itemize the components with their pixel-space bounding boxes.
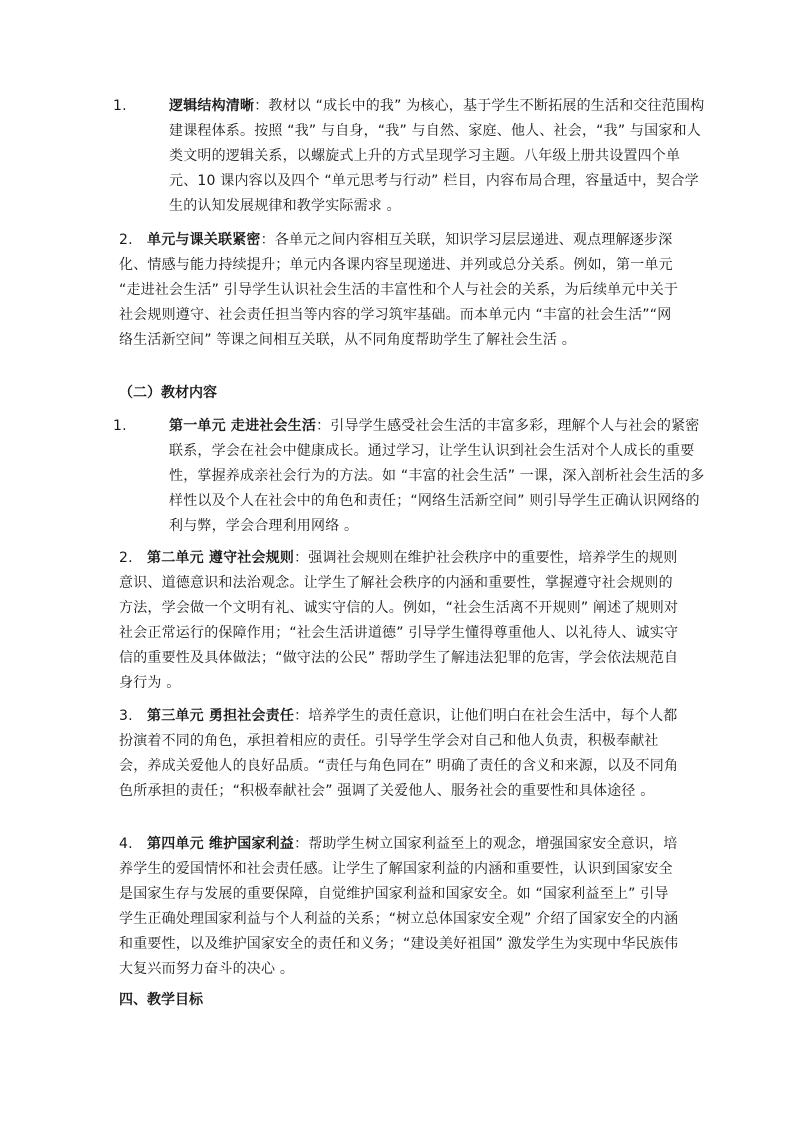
paragraph-text: ：引导学生感受社会生活的丰富多彩，理解个人与社会的紧密联系，学会在社会中健康成长。通过学习，让学生认识到社会生活对个人成长的重要性，掌握养成亲社会行为的方法。如 “丰富的社会生活” 一课，深入剖析社会生活的多样性以及个人在社会中的角色和责任；“网络生活新空间” 则引导学生正确认识网络的利与弊，学会合理利用网络 。 [169,418,705,534]
paragraph-logic-structure [113,94,707,219]
paragraph-text: ：各单元之间内容相互关联，知识学习层层递进、观点理解逐步深化、情感与能力持续提升；单元内各课内容呈现递进、并列或总分关系。例如，第一单元 “走进社会生活” 引导学生认识社会生活的丰富性和个人与社会的关系，为后续单元中关于社会规则遵守、社会责任担当等内容的学习筑牢基础。而本单元内 “丰富的社会生活”“网络生活新空间” 等课之间相互关联，从不同角度帮助学生了解社会生活 。 [119,232,679,348]
paragraph-text: ：强调社会规则在维护社会秩序中的重要性，培养学生的规则意识、道德意识和法治观念。让学生了解社会秩序的内涵和重要性，掌握遵守社会规则的方法，学会做一个文明有礼、诚实守信的人。例如，“社会生活离不开规则” 阐述了规则对社会正常运行的保障作用；“社会生活讲道德” 引导学生懂得尊重他人、以礼待人、诚实守信的重要性及具体做法；“做守法的公民” 帮助学生了解违法犯罪的危害，学会依法规范自身行为 。 [119,550,679,691]
section-heading-objectives: 四、教学目标 [119,992,203,1008]
list-number: 1. [113,418,127,434]
list-number: 1. [113,98,127,114]
paragraph-unit-two [119,546,679,696]
paragraph-lead: 第二单元 遵守社会规则 [147,550,295,566]
list-number: 2. [119,550,133,566]
paragraph-lead: 单元与课关联紧密 [147,232,261,248]
paragraph-text: ：教材以 “成长中的我” 为核心，基于学生不断拓展的生活和交往范围构建课程体系。按照 “我” 与自身，“我” 与自然、家庭、他人、社会，“我” 与国家和人类文明的逻辑关系，以螺旋式上升的方式呈现学习主题。八年级上册共设置四个单元、10 课内容以及四个 “单元思考与行动” 栏目，内容布局合理，容量适中，契合学生的认知发展规律和教学实际需求 。 [169,98,705,214]
paragraph-unit-one [113,414,707,539]
paragraph-lead: 第四单元 维护国家利益 [147,836,295,852]
list-number: 2. [119,232,133,248]
list-number: 4. [119,836,133,852]
paragraph-lead: 第三单元 勇担社会责任 [147,708,295,724]
list-number: 3. [119,708,133,724]
paragraph-unit-four [119,832,679,982]
section-heading-content: （二）教材内容 [119,385,217,401]
paragraph-lead: 第一单元 走进社会生活 [169,418,317,434]
paragraph-lead: 逻辑结构清晰 [169,98,255,114]
paragraph-unit-link [119,228,679,353]
paragraph-text: ：帮助学生树立国家利益至上的观念，增强国家安全意识，培养学生的爱国情怀和社会责任感。让学生了解国家利益的内涵和重要性，认识到国家安全是国家生存与发展的重要保障，自觉维护国家利益和国家安全。如 “国家利益至上” 引导学生正确处理国家利益与个人利益的关系；“树立总体国家安全观” 介绍了国家安全的内涵和重要性，以及维护国家安全的责任和义务；“建设美好祖国” 激发学生为实现中华民族伟大复兴而努力奋斗的决心 。 [119,836,679,977]
paragraph-unit-three [119,704,679,804]
paragraph-text: ：培养学生的责任意识，让他们明白在社会生活中，每个人都扮演着不同的角色，承担着相应的责任。引导学生学会对自己和他人负责，积极奉献社会，养成关爱他人的良好品质。“责任与角色同在” 明确了责任的含义和来源，以及不同角色所承担的责任；“积极奉献社会” 强调了关爱他人、服务社会的重要性和具体途径 。 [119,708,679,799]
